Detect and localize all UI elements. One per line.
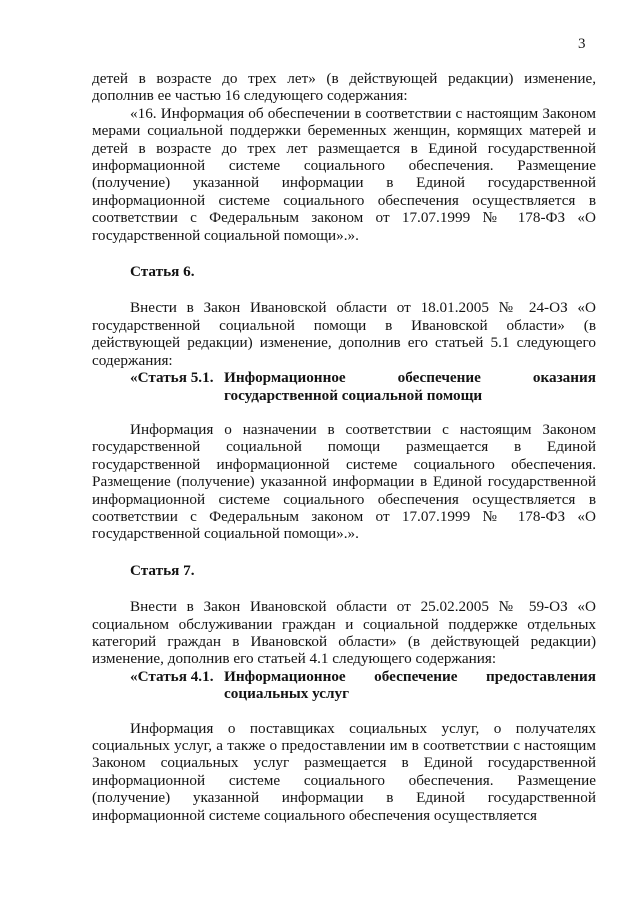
spacer <box>92 703 596 720</box>
article-7-intro: Внести в Закон Ивановской области от 25.02.2005 № 59-ОЗ «О социальном обслуживании граждан и социальной поддержке отдельных категорий граждан в Ивановской области» (в действующей редакции) изменение, дополнив его статьей 4.1 следующего содержания: <box>92 598 596 668</box>
page-number: 3 <box>578 36 586 52</box>
spacer <box>92 280 596 299</box>
article-7-heading: Статья 7. <box>130 561 195 579</box>
article-6-heading: Статья 6. <box>130 263 195 281</box>
article-5-1-title: Информационное обеспечение оказания государственной социальной помощи <box>224 369 596 404</box>
spacer <box>92 404 596 421</box>
article-4-1-heading <box>130 668 596 703</box>
article-6-intro: Внести в Закон Ивановской области от 18.01.2005 № 24-ОЗ «О государственной социальной помощи в Ивановской области» (в действующей редакции) изменение, дополнив его статьей 5.1 следующего содержания: <box>92 299 596 369</box>
article-5-1-heading <box>130 369 596 404</box>
spacer <box>92 579 596 598</box>
article-4-1-title: Информационное обеспечение предоставления социальных услуг <box>224 667 596 703</box>
document-body <box>92 70 596 824</box>
paragraph-continuation: детей в возрасте до трех лет» (в действующей редакции) изменение, дополнив ее частью 16 следующего содержания: <box>92 70 596 105</box>
article-4-1-text: Информация о поставщиках социальных услуг, о получателях социальных услуг, а также о предоставлении им в соответствии с настоящим Законом социальных услуг размещается в Единой государственной информационной системе социального обеспечения. Размещение (получение) указанной информации в Единой государственной информационной системе социального обеспечения осуществляется <box>92 719 596 824</box>
spacer <box>92 244 596 263</box>
article-5-1-number: «Статья 5.1. <box>130 369 214 387</box>
article-4-1-number: «Статья 4.1. <box>130 667 214 685</box>
paragraph-part-16: «16. Информация об обеспечении в соответствии с настоящим Законом мерами социальной поддержки беременных женщин, кормящих матерей и детей в возрасте до трех лет размещается в Единой государственной информационной системе социального обеспечения. Размещение (получение) указанной информации в Единой государственной информационной системе социального обеспечения осуществляется в соответствии с Федеральным законом от 17.07.1999 № 178-ФЗ «О государственной социальной помощи».». <box>92 104 596 244</box>
article-5-1-text: Информация о назначении в соответствии с настоящим Законом государственной социальной помощи размещается в Единой государственной информационной системе социального обеспечения. Размещение (получение) указанной информации в Единой государственной информационной системе социального обеспечения осуществляется в соответствии с Федеральным законом от 17.07.1999 № 178-ФЗ «О государственной социальной помощи».». <box>92 420 596 543</box>
spacer <box>92 543 596 562</box>
